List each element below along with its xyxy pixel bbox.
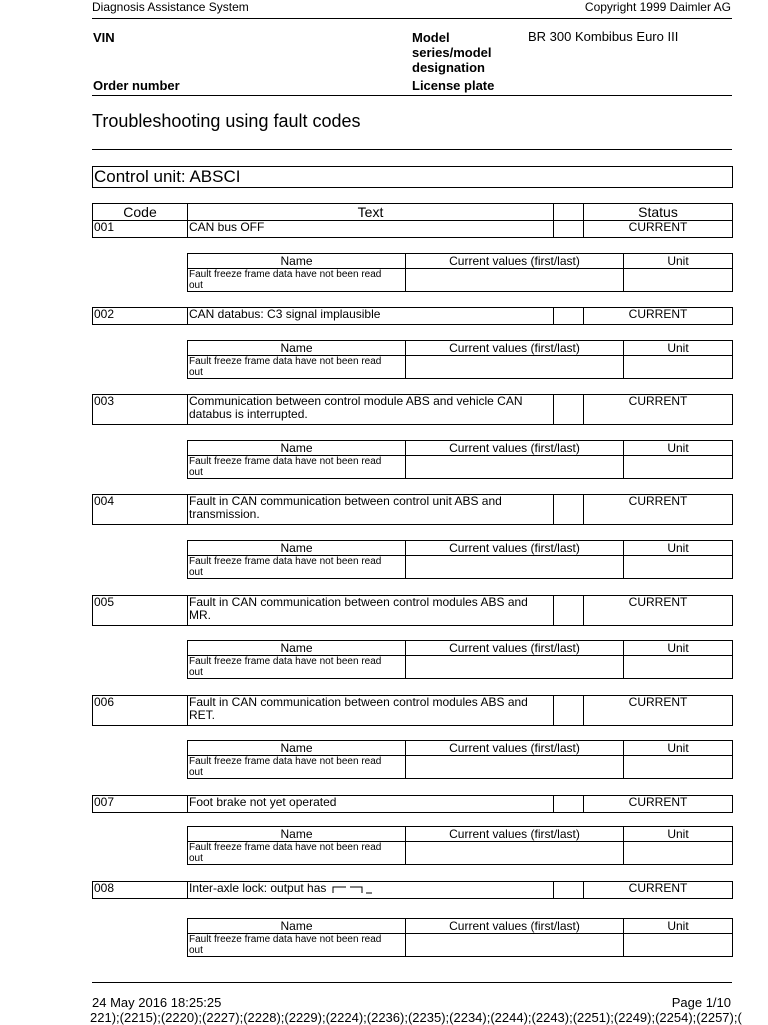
footer-code-list: 221);(2215);(2220);(2227);(2228);(2229);(2224);(2236);(2235);(2234);(2244);(2243);(2251);(2249);(2254);(2257);( (90, 1010, 742, 1025)
order-number-label: Order number (93, 78, 180, 93)
fault-text: Fault in CAN communication between control modules ABS and MR. (188, 596, 554, 626)
name-column-header: Name (188, 254, 406, 269)
fault-code: 008 (93, 882, 188, 899)
fault-status: CURRENT (584, 796, 733, 813)
freeze-frame-table (187, 253, 733, 292)
fault-status: CURRENT (584, 696, 733, 726)
footer-rule (92, 982, 732, 983)
fault-status: CURRENT (584, 495, 733, 525)
unit-column-header: Unit (624, 741, 733, 756)
values-column-header: Current values (first/last) (406, 441, 624, 456)
print-datetime: 24 May 2016 18:25:25 (92, 995, 222, 1010)
values-column-header: Current values (first/last) (406, 254, 624, 269)
copyright: Copyright 1999 Daimler AG (584, 0, 731, 14)
vin-label: VIN (93, 30, 115, 45)
freeze-frame-table (187, 440, 733, 479)
model-label (412, 30, 492, 75)
fault-row (92, 881, 733, 899)
fault-row (92, 394, 733, 425)
fault-column-header (92, 203, 733, 221)
fault-text: CAN databus: C3 signal implausible (188, 308, 554, 325)
unit-column-header: Unit (624, 541, 733, 556)
freeze-frame-note: Fault freeze frame data have not been read out (188, 656, 406, 679)
fault-row (92, 220, 733, 238)
values-column-header: Current values (first/last) (406, 341, 624, 356)
name-column-header: Name (188, 441, 406, 456)
freeze-frame-table (187, 826, 733, 865)
fault-text: CAN bus OFF (188, 221, 554, 238)
freeze-frame-table (187, 640, 733, 679)
model-label-line-3: designation (412, 60, 485, 75)
name-column-header: Name (188, 541, 406, 556)
fault-status: CURRENT (584, 308, 733, 325)
unit-column-header: Unit (624, 827, 733, 842)
unit-column-header: Unit (624, 254, 733, 269)
fault-text: Communication between control module ABS and vehicle CAN databus is interrupted. (188, 395, 554, 425)
name-column-header: Name (188, 741, 406, 756)
unit-column-header: Unit (624, 641, 733, 656)
freeze-frame-note: Fault freeze frame data have not been read out (188, 756, 406, 779)
freeze-frame-table (187, 918, 733, 957)
model-label-line-1: Model (412, 30, 450, 45)
values-column-header: Current values (first/last) (406, 919, 624, 934)
values-column-header: Current values (first/last) (406, 741, 624, 756)
fault-status: CURRENT (584, 221, 733, 238)
freeze-frame-note: Fault freeze frame data have not been read out (188, 934, 406, 957)
fault-status: CURRENT (584, 882, 733, 899)
fault-status: CURRENT (584, 395, 733, 425)
unit-column-header: Unit (624, 919, 733, 934)
fault-row (92, 695, 733, 726)
fault-text: Fault in CAN communication between control modules ABS and RET. (188, 696, 554, 726)
unit-column-header: Unit (624, 441, 733, 456)
code-column-header: Code (93, 204, 188, 221)
title-rule (92, 149, 732, 150)
fault-code: 005 (93, 596, 188, 626)
blank-column-header (554, 204, 584, 221)
values-column-header: Current values (first/last) (406, 827, 624, 842)
freeze-frame-note: Fault freeze frame data have not been read out (188, 556, 406, 579)
system-name: Diagnosis Assistance System (92, 0, 249, 14)
freeze-frame-table (187, 740, 733, 779)
fault-row (92, 494, 733, 525)
page-number: Page 1/10 (671, 995, 731, 1010)
fault-code: 001 (93, 221, 188, 238)
license-plate-label: License plate (412, 78, 495, 93)
name-column-header: Name (188, 919, 406, 934)
fault-code: 006 (93, 696, 188, 726)
model-value: BR 300 Kombibus Euro III (528, 29, 679, 44)
vehicle-rule (92, 95, 732, 96)
status-column-header: Status (584, 204, 733, 221)
fault-text: Fault in CAN communication between control unit ABS and transmission. (188, 495, 554, 525)
freeze-frame-note: Fault freeze frame data have not been read out (188, 269, 406, 292)
model-label-line-2: series/model (412, 45, 492, 60)
header-rule (92, 18, 732, 19)
control-unit-title: Control unit: ABSCI (94, 167, 241, 186)
fault-code: 007 (93, 796, 188, 813)
fault-code: 002 (93, 308, 188, 325)
fault-text: Inter-axle lock: output has (188, 882, 554, 899)
signal-pulse-icon (332, 884, 374, 894)
fault-code: 003 (93, 395, 188, 425)
fault-status: CURRENT (584, 596, 733, 626)
name-column-header: Name (188, 341, 406, 356)
fault-row (92, 795, 733, 813)
fault-row (92, 595, 733, 626)
page-title: Troubleshooting using fault codes (92, 111, 361, 131)
text-column-header: Text (188, 204, 554, 221)
values-column-header: Current values (first/last) (406, 541, 624, 556)
control-unit-box (92, 166, 733, 188)
fault-code: 004 (93, 495, 188, 525)
values-column-header: Current values (first/last) (406, 641, 624, 656)
unit-column-header: Unit (624, 341, 733, 356)
freeze-frame-table (187, 540, 733, 579)
name-column-header: Name (188, 827, 406, 842)
fault-row (92, 307, 733, 325)
freeze-frame-note: Fault freeze frame data have not been read out (188, 456, 406, 479)
freeze-frame-note: Fault freeze frame data have not been read out (188, 356, 406, 379)
freeze-frame-table (187, 340, 733, 379)
freeze-frame-note: Fault freeze frame data have not been read out (188, 842, 406, 865)
name-column-header: Name (188, 641, 406, 656)
fault-text: Foot brake not yet operated (188, 796, 554, 813)
